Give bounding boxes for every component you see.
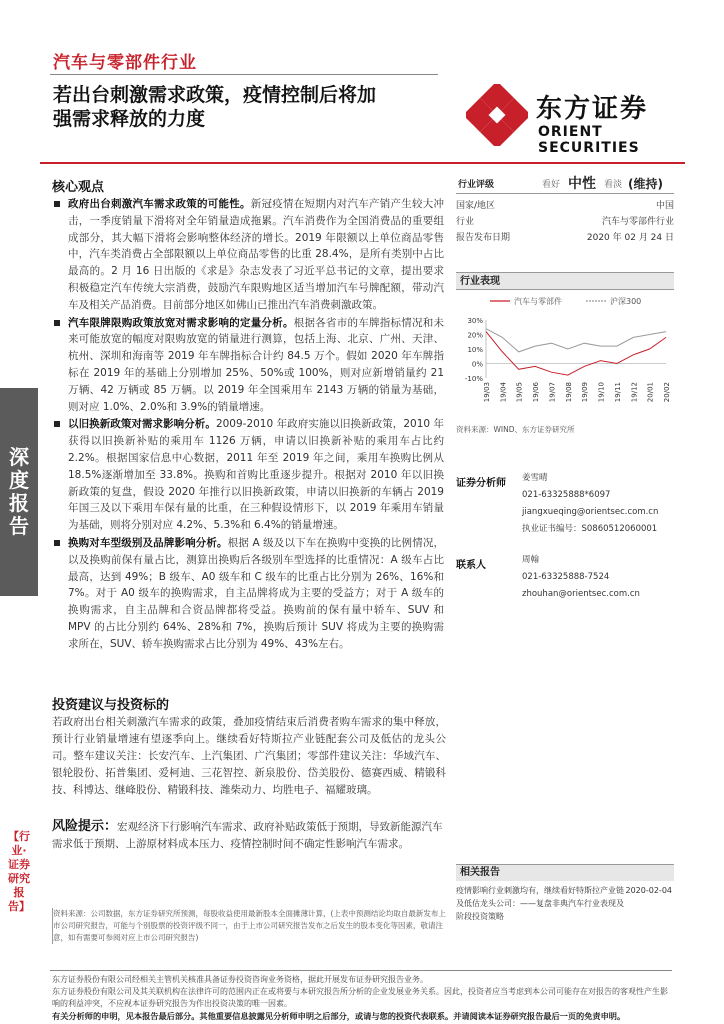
bullet-lead: 换购对车型级别及品牌影响分析。 [68, 536, 228, 549]
info-value: 中国 [655, 201, 674, 211]
data-footnote: 资料来源：公司数据，东方证券研究所预测，每股收益使用最新股本全面摊薄计算，(上表中预测结论均取自最新发布上市公司研究报告，可能与个别股票的投资评级不同一，由于上市公司研究报告发布之后发生的股本变化等因素，敬请注意，如有需要可参阅对应上市公司研究报告) [53, 909, 446, 942]
bullet-text: 2009-2010 年政府实施以旧换新政策，2010 年获得以旧换新补贴的乘用车 1126 万辆，申请以旧换新补贴的乘用车占比约 2.2%。根据国家信息中心数据，2011 年至 2019 年之间，乘用车换购比例从 18.5%逐渐增加至 33.8%。换购和首购比重逐步提升。根据对 2010 年以旧换新政策的复盘，假设 2020 年推行以旧换新政策，申请以旧换新的车辆占 2019 年国三及以下乘用车保有量的比重，在三种假设情形下，以 2019 年乘用车销量为基础，则将分别对应 4.2%、5.3%和 6.4%的销量增速。 [68, 418, 444, 532]
bullet-item [52, 416, 444, 534]
x-tick-label: 19/10 [597, 382, 606, 403]
y-tick-label: -10% [464, 375, 483, 383]
report-type-label [7, 446, 31, 538]
logo-text-cn: 东方证券 [536, 94, 649, 124]
x-tick-label: 20/01 [646, 382, 655, 403]
bullet-lead: 以旧换新政策对需求影响分析。 [68, 418, 216, 431]
analyst-info [522, 470, 682, 538]
headline-line-2: 强需求释放的力度 [53, 108, 206, 130]
core-bullets [52, 196, 444, 654]
contact-name: 周翰 [522, 555, 540, 565]
rating-good: 看好 [542, 180, 561, 190]
risk-text: 宏观经济下行影响汽车需求、政府补贴政策低于预期，导致新能源汽车需求低于预期、上游原材料成本压力、疫情控制时间不确定性影响汽车需求。 [52, 821, 443, 850]
analyst-label: 证券分析师 [456, 478, 506, 489]
orient-logo-icon [466, 84, 528, 146]
logo-text-en: ORIENT SECURITIES [538, 124, 640, 156]
x-tick-label: 19/12 [630, 382, 639, 403]
x-tick-label: 19/08 [564, 382, 573, 403]
risk-section [52, 818, 446, 853]
info-row [456, 230, 674, 246]
bullet-item [52, 315, 444, 416]
x-tick-label: 19/05 [515, 382, 524, 403]
report-type-band [0, 388, 38, 596]
y-tick-label: 30% [467, 317, 483, 325]
rating-label: 行业评级 [458, 180, 495, 190]
risk-label: 风险提示： [52, 819, 118, 834]
bullet-item [52, 535, 444, 653]
related-title[interactable]: 疫情影响行业刺激均有，继续看好特斯拉产业链及低估龙头公司：——复盘非典汽车行业表现及阶段投资策略 [456, 886, 624, 921]
band-char: 深 [9, 445, 29, 469]
footer-divider [50, 970, 672, 971]
bullet-text: 新冠疫情在短期内对汽车产销产生较大冲击，一季度销量下滑将对全年销量造成拖累。汽车消费作为全国消费品的重要组成部分，其大幅下滑将会影响整体经济的增长。2019 年限额以上单位商品零售中，汽车类消费占全部限额以上单位商品零售的比重 28.4%，是所有类别中占比最高的。2 月 16 日出版的《求是》杂志发表了习近平总书记的文章，提出要求积极稳定汽车传统大宗消费，鼓励汽车限购地区适当增加汽车号牌配额，带动汽车及相关产品消费。目前部分地区如佛山已推出汽车消费刺激政策。 [68, 198, 444, 311]
info-table [456, 198, 674, 246]
analyst-email[interactable]: jiangxueqing@orientsec.com.cn [522, 507, 659, 517]
rating-value: 中性 [568, 176, 596, 192]
rating-status: (维持) [628, 177, 663, 191]
performance-chart [456, 292, 674, 424]
x-tick-label: 19/09 [581, 382, 590, 403]
info-value: 2020 年 02 月 24 日 [586, 233, 674, 243]
legend-label: 沪深300 [610, 297, 642, 306]
y-tick-label: 10% [467, 346, 483, 354]
series-line [486, 332, 666, 376]
bullet-text: 根据各省市的车牌指标情况和未来可能放宽的幅度对限购放宽的销量进行测算，包括上海、北京、广州、天津、杭州、深圳和海南等 2019 年车牌指标合计约 84.5 万个。假如 2020 年车牌指标在 2019 年的基础上分别增加 25%、50%或 100%，则对应新增销量约 21 万辆、42 万辆或 85 万辆。以 2019 年全国乘用车 2143 万辆的销量为基础，则对应 1.0%、2.0%和 3.9%的销量增速。 [68, 316, 444, 413]
disclaimer-3: 有关分析师的申明，见本报告最后部分。其他重要信息披露见分析师申明之后部分，或请与您的投资代表联系。并请阅读本证券研究报告最后一页的免责申明。 [52, 1011, 626, 1021]
info-key: 国家/地区 [456, 201, 496, 211]
analyst-cert: 执业证书编号：S0860512060001 [522, 524, 658, 534]
band-char: 度 [9, 468, 29, 492]
bullet-lead: 政府出台刺激汽车需求政策的可能性。 [68, 198, 251, 210]
x-tick-label: 19/07 [548, 382, 557, 403]
invest-heading: 投资建议与投资标的 [52, 698, 170, 713]
core-heading: 核心观点 [52, 180, 105, 195]
related-date: 2020-02-04 [625, 886, 672, 895]
info-row [456, 214, 674, 230]
legend-label: 汽车与零部件 [514, 297, 562, 306]
headline-line-1: 若出台刺激需求政策，疫情控制后将加 [53, 84, 377, 106]
rating-bad: 看淡 [604, 180, 623, 190]
header-divider [40, 162, 685, 164]
analyst-name: 姜雪晴 [522, 473, 548, 483]
rating-row [456, 172, 674, 194]
bullet-text: 根据 A 级及以下车在换购中变换的比例情况，以及换购前保有量占比，测算出换购后各级别车型选择的比重情况：A 级车占比最高，达到 49%；B 级车、A0 级车和 C 级车的比重占比分别为 26%、16%和 7%。对于 A0 级车的换购需求，自主品牌将成为主要的受益方；对于 A 级车的换购需求，自主品牌和合资品牌都将受益。换购前的保有量中轿车、SUV 和 MPV 的占比分别约 64%、28%和 7%，换购后预计 SUV 将成为主要的换购需求所在，SUV、轿车换购需求占比分别为 49%、43%左右。 [68, 536, 444, 650]
sector-title: 汽车与零部件行业 [53, 53, 197, 73]
company-logo [466, 84, 672, 156]
related-heading: 相关报告 [456, 864, 674, 881]
x-tick-label: 19/06 [532, 382, 541, 403]
info-key: 报告发布日期 [456, 233, 511, 243]
report-headline [53, 83, 448, 131]
disclaimer-1: 东方证券股份有限公司经相关主管机关核准具备证券投资咨询业务资格，据此开展发布证券研究报告业务。 [52, 975, 428, 984]
side-tag: 【行业·证券研究报告】 [8, 830, 30, 913]
x-tick-label: 19/04 [499, 382, 508, 403]
x-tick-label: 19/11 [613, 382, 622, 403]
band-char: 报 [9, 491, 29, 515]
series-line [486, 329, 666, 352]
chart-source: 资料来源：WIND、东方证券研究所 [456, 425, 575, 434]
invest-text: 若政府出台相关刺激汽车需求的政策，叠加疫情结束后消费者购车需求的集中释放，预计行业销量增速有望逐季向上。继续看好特斯拉产业链配套公司及低估的龙头公司。整车建议关注：长安汽车、上汽集团、广汽集团；零部件建议关注：华域汽车、银轮股份、拓普集团、爱柯迪、三花智控、新泉股份、岱美股份、德赛西威、精锻科技、科博达、继峰股份、精锻科技、潍柴动力、均胜电子、福耀玻璃。 [52, 716, 446, 796]
analyst-phone: 021-63325888*6097 [522, 490, 611, 500]
contact-label: 联系人 [456, 560, 486, 571]
contact-phone: 021-63325888-7524 [522, 572, 610, 582]
bullet-lead: 汽车限牌限购政策放宽对需求影响的定量分析。 [68, 316, 294, 329]
related-item[interactable] [456, 884, 674, 923]
contact-email[interactable]: zhouhan@orientsec.com.cn [522, 589, 640, 599]
info-key: 行业 [456, 217, 475, 227]
band-char: 告 [9, 514, 29, 538]
title-divider [50, 74, 438, 75]
x-tick-label: 19/03 [483, 382, 491, 403]
y-tick-label: 20% [467, 331, 483, 340]
info-row [456, 198, 674, 214]
y-tick-label: 0% [471, 360, 483, 369]
bullet-item [52, 196, 444, 314]
contact-info [522, 552, 682, 603]
disclaimer-2: 东方证券股份有限公司及其关联机构在法律许可的范围内正在或将要与本研究报告所分析的企业发展业务关系。因此，投资者应当考虑到本公司可能存在对报告的客观性产生影响的利益冲突，不应视本证券研究报告为作出投资决策的唯一因素。 [52, 987, 668, 1008]
info-value: 汽车与零部件行业 [601, 217, 674, 227]
performance-heading: 行业表现 [456, 272, 674, 290]
x-tick-label: 20/02 [663, 382, 671, 403]
